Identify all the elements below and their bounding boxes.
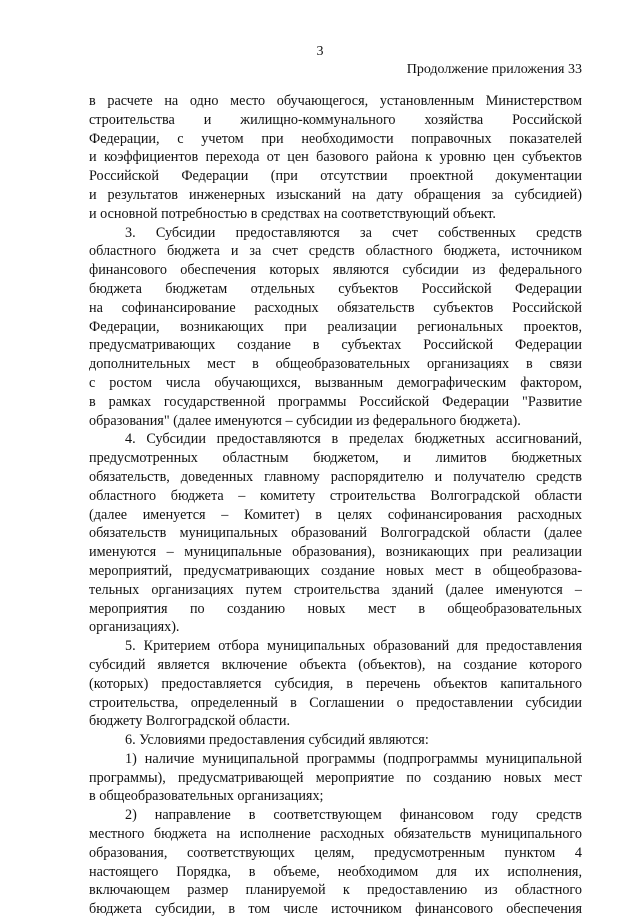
text-line: настоящего Порядка, в объеме, необходимом для их исполнения,: [89, 863, 582, 880]
text-line: и коэффициентов перехода от цен базового района к уровню цен субъектов: [89, 149, 582, 166]
paragraph-3-start: 3. Субсидии предоставляются за счет собственных средств: [125, 224, 582, 241]
text-line: (далее именуется – Комитет) в целях софинансирования расходных: [89, 506, 582, 523]
text-line: бюджета бюджетам отдельных субъектов Российской Федерации: [89, 280, 582, 297]
text-line: в рамках государственной программы Российской Федерации "Развитие: [89, 393, 582, 410]
text-line: и основной потребностью в средствах на соответствующий объект.: [89, 205, 496, 222]
paragraph-4-start: 4. Субсидии предоставляются в пределах бюджетных ассигнований,: [125, 431, 582, 448]
text-line: организациях).: [89, 619, 180, 636]
text-line: мероприятия по созданию новых мест в общеобразовательных: [89, 600, 582, 617]
text-line: предусматривающих создание в субъектах Российской Федерации: [89, 337, 582, 354]
text-line: местного бюджета на исполнение расходных обязательств муниципального: [89, 826, 582, 843]
text-line: обязательств муниципальных образований Волгоградской области (далее: [89, 525, 582, 542]
text-line: в расчете на одно место обучающегося, установленным Министерством: [89, 93, 582, 109]
text-line: Российской Федерации (при отсутствии проектной документации: [89, 168, 582, 185]
text-line: бюджету Волгоградской области.: [89, 713, 290, 730]
text-line: с ростом числа обучающихся, вызванным демографическим фактором,: [89, 374, 582, 391]
text-line: Федерации, с учетом при необходимости поправочных показателей: [89, 130, 582, 147]
text-line: дополнительных мест в общеобразовательных организациях в связи: [89, 356, 582, 373]
page-number: 3: [316, 44, 324, 59]
text-line: субсидий является включение объекта (объектов), на создание которого: [89, 656, 582, 673]
text-line: строительства, определенный в Соглашении о предоставлении субсидии: [89, 694, 582, 711]
text-line: Федерации, возникающих при реализации региональных проектов,: [89, 318, 582, 335]
text-line: строительства и жилищно-коммунального хозяйства Российской: [89, 111, 582, 128]
text-line: образования" (далее именуются – субсидии из федерального бюджета).: [89, 412, 521, 429]
text-line: на софинансирование расходных обязательств субъектов Российской: [89, 299, 582, 316]
text-line: финансового обеспечения которых являются субсидии из федерального: [89, 262, 582, 279]
paragraph-5-start: 5. Критерием отбора муниципальных образований для предоставления: [125, 638, 582, 655]
text-line: мероприятий, предусматривающих создание новых мест в общеобразова-: [89, 562, 582, 579]
text-line: в общеобразовательных организациях;: [89, 788, 324, 805]
text-line: тельных организациях путем строительства зданий (далее именуются –: [89, 581, 582, 598]
text-line: бюджета субсидии, в том числе источником финансового обеспечения: [89, 901, 582, 918]
text-line: образования, соответствующих целям, предусмотренным пунктом 4: [89, 844, 582, 861]
item-1-start: 1) наличие муниципальной программы (подпрограммы муниципальной: [125, 750, 582, 767]
text-line: обязательств, доведенных главному распорядителю и получателю средств: [89, 468, 582, 485]
text-line: (которых) предоставляется субсидия, в перечень объектов капитального: [89, 675, 582, 692]
text-line: именуются – муниципальные образования), возникающих при реализации: [89, 544, 582, 561]
paragraph-6-start: 6. Условиями предоставления субсидий являются:: [125, 732, 429, 749]
appendix-continuation-header: Продолжение приложения 33: [406, 62, 582, 77]
text-line: и результатов инженерных изысканий на дату обращения за субсидией): [89, 186, 582, 203]
text-line: программы), предусматривающей мероприятие по созданию новых мест: [89, 769, 582, 786]
text-line: предусмотренных областным бюджетом, и лимитов бюджетных: [89, 450, 582, 467]
document-body: [89, 92, 582, 919]
text-line: областного бюджета и за счет средств областного бюджета, источником: [89, 243, 582, 260]
text-line: включающем размер планируемой к предоставлению из областного: [89, 882, 582, 899]
item-2-start: 2) направление в соответствующем финансовом году средств: [125, 807, 582, 824]
text-line: областного бюджета – комитету строительства Волгоградской области: [89, 487, 582, 504]
